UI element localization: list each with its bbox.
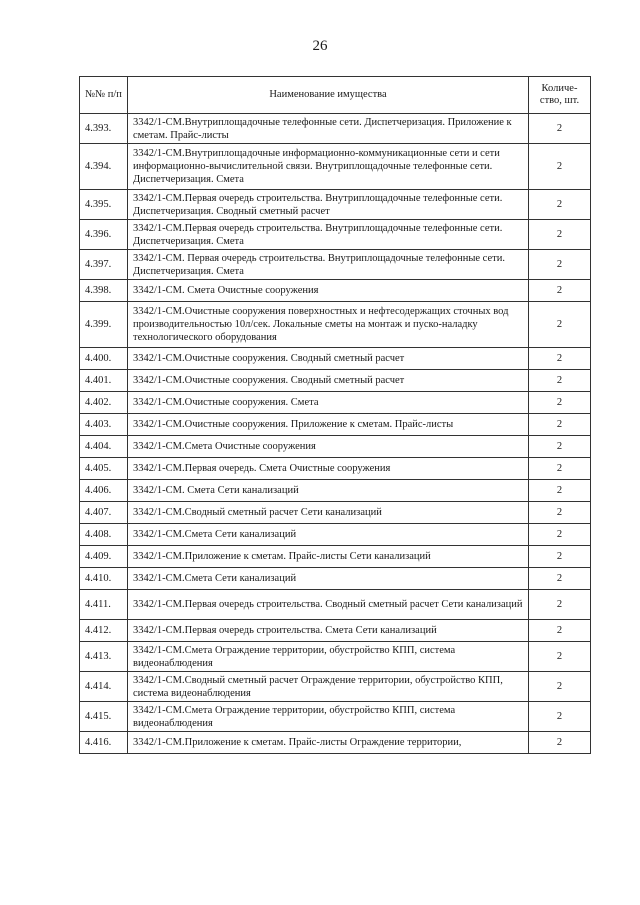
table-row [80, 250, 591, 280]
table-row [80, 568, 591, 590]
header-qty: Количе-ство, шт. [529, 77, 591, 114]
table-row [80, 414, 591, 436]
row-name: 3342/1-СМ. Смета Очистные сооружения [128, 280, 529, 302]
row-quantity: 2 [529, 250, 591, 280]
table-row [80, 524, 591, 546]
row-name: 3342/1-СМ.Первая очередь строительства. Сводный сметный расчет Сети канализаций [128, 590, 529, 620]
table-body [80, 114, 591, 754]
row-number: 4.402. [80, 392, 128, 414]
row-name: 3342/1-СМ.Очистные сооружения. Сводный сметный расчет [128, 370, 529, 392]
row-name: 3342/1-СМ.Смета Ограждение территории, обустройство КПП, система видеонаблюдения [128, 702, 529, 732]
table-row [80, 114, 591, 144]
row-number: 4.412. [80, 620, 128, 642]
table-row [80, 280, 591, 302]
row-name: 3342/1-СМ.Смета Сети канализаций [128, 568, 529, 590]
row-name: 3342/1-СМ.Сводный сметный расчет Ограждение территории, обустройство КПП, система видеонаблюдения [128, 672, 529, 702]
table-header-row [80, 77, 591, 114]
row-quantity: 2 [529, 672, 591, 702]
row-number: 4.395. [80, 190, 128, 220]
row-name: 3342/1-СМ.Очистные сооружения. Приложение к сметам. Прайс-листы [128, 414, 529, 436]
row-quantity: 2 [529, 546, 591, 568]
table-row [80, 732, 591, 754]
table-row [80, 502, 591, 524]
row-name: 3342/1-СМ.Смета Очистные сооружения [128, 436, 529, 458]
table-row [80, 480, 591, 502]
header-name: Наименование имущества [128, 77, 529, 114]
row-quantity: 2 [529, 370, 591, 392]
table-row [80, 348, 591, 370]
row-quantity: 2 [529, 568, 591, 590]
table-row [80, 370, 591, 392]
row-name: 3342/1-СМ.Первая очередь строительства. Смета Сети канализаций [128, 620, 529, 642]
row-name: 3342/1-СМ.Смета Сети канализаций [128, 524, 529, 546]
table-row [80, 620, 591, 642]
row-number: 4.397. [80, 250, 128, 280]
row-number: 4.414. [80, 672, 128, 702]
row-quantity: 2 [529, 590, 591, 620]
row-number: 4.416. [80, 732, 128, 754]
row-number: 4.396. [80, 220, 128, 250]
row-number: 4.407. [80, 502, 128, 524]
row-quantity: 2 [529, 436, 591, 458]
row-name: 3342/1-СМ.Первая очередь строительства. Внутриплощадочные телефонные сети. Диспетчеризация. Смета [128, 220, 529, 250]
row-name: 3342/1-СМ.Сводный сметный расчет Сети канализаций [128, 502, 529, 524]
row-number: 4.393. [80, 114, 128, 144]
row-name: 3342/1-СМ.Смета Ограждение территории, обустройство КПП, система видеонаблюдения [128, 642, 529, 672]
row-name: 3342/1-СМ.Внутриплощадочные телефонные сети. Диспетчеризация. Приложение к сметам. Прайс-листы [128, 114, 529, 144]
table-row [80, 590, 591, 620]
page-number: 26 [312, 38, 328, 54]
row-number: 4.394. [80, 144, 128, 190]
row-name: 3342/1-СМ.Внутриплощадочные информационно-коммуникационные сети и сети информационно-вычислительной связи. Внутриплощадочные телефонные сети. Диспетчеризация. Смета [128, 144, 529, 190]
row-name: 3342/1-СМ.Очистные сооружения. Сводный сметный расчет [128, 348, 529, 370]
row-number: 4.415. [80, 702, 128, 732]
row-number: 4.403. [80, 414, 128, 436]
table-row [80, 220, 591, 250]
property-table [79, 76, 591, 754]
table-row [80, 458, 591, 480]
row-quantity: 2 [529, 620, 591, 642]
row-quantity: 2 [529, 458, 591, 480]
row-name: 3342/1-СМ.Приложение к сметам. Прайс-листы Ограждение территории, [128, 732, 529, 754]
table-row [80, 302, 591, 348]
row-number: 4.404. [80, 436, 128, 458]
row-number: 4.405. [80, 458, 128, 480]
table-row [80, 642, 591, 672]
table-row [80, 546, 591, 568]
row-name: 3342/1-СМ.Приложение к сметам. Прайс-листы Сети канализаций [128, 546, 529, 568]
row-quantity: 2 [529, 702, 591, 732]
table-row [80, 190, 591, 220]
row-number: 4.406. [80, 480, 128, 502]
row-number: 4.410. [80, 568, 128, 590]
row-number: 4.398. [80, 280, 128, 302]
table-row [80, 702, 591, 732]
row-number: 4.399. [80, 302, 128, 348]
row-number: 4.400. [80, 348, 128, 370]
row-number: 4.409. [80, 546, 128, 568]
row-name: 3342/1-СМ.Первая очередь строительства. Внутриплощадочные телефонные сети. Диспетчеризация. Сводный сметный расчет [128, 190, 529, 220]
row-name: 3342/1-СМ.Очистные сооружения поверхностных и нефтесодержащих сточных вод производительностью 10л/сек. Локальные сметы на монтаж и пуско-наладку технологического оборудования [128, 302, 529, 348]
row-name: 3342/1-СМ. Первая очередь строительства. Внутриплощадочные телефонные сети. Диспетчеризация. Смета [128, 250, 529, 280]
row-number: 4.413. [80, 642, 128, 672]
row-quantity: 2 [529, 220, 591, 250]
table-row [80, 436, 591, 458]
row-quantity: 2 [529, 524, 591, 546]
row-quantity: 2 [529, 114, 591, 144]
row-number: 4.401. [80, 370, 128, 392]
row-name: 3342/1-СМ.Первая очередь. Смета Очистные сооружения [128, 458, 529, 480]
row-quantity: 2 [529, 642, 591, 672]
row-number: 4.408. [80, 524, 128, 546]
row-quantity: 2 [529, 480, 591, 502]
row-quantity: 2 [529, 144, 591, 190]
row-number: 4.411. [80, 590, 128, 620]
table-row [80, 392, 591, 414]
row-quantity: 2 [529, 348, 591, 370]
row-name: 3342/1-СМ. Смета Сети канализаций [128, 480, 529, 502]
row-quantity: 2 [529, 302, 591, 348]
row-quantity: 2 [529, 414, 591, 436]
row-name: 3342/1-СМ.Очистные сооружения. Смета [128, 392, 529, 414]
header-num: №№ п/п [80, 77, 128, 114]
row-quantity: 2 [529, 502, 591, 524]
table-row [80, 672, 591, 702]
row-quantity: 2 [529, 280, 591, 302]
row-quantity: 2 [529, 190, 591, 220]
row-quantity: 2 [529, 392, 591, 414]
table-row [80, 144, 591, 190]
row-quantity: 2 [529, 732, 591, 754]
